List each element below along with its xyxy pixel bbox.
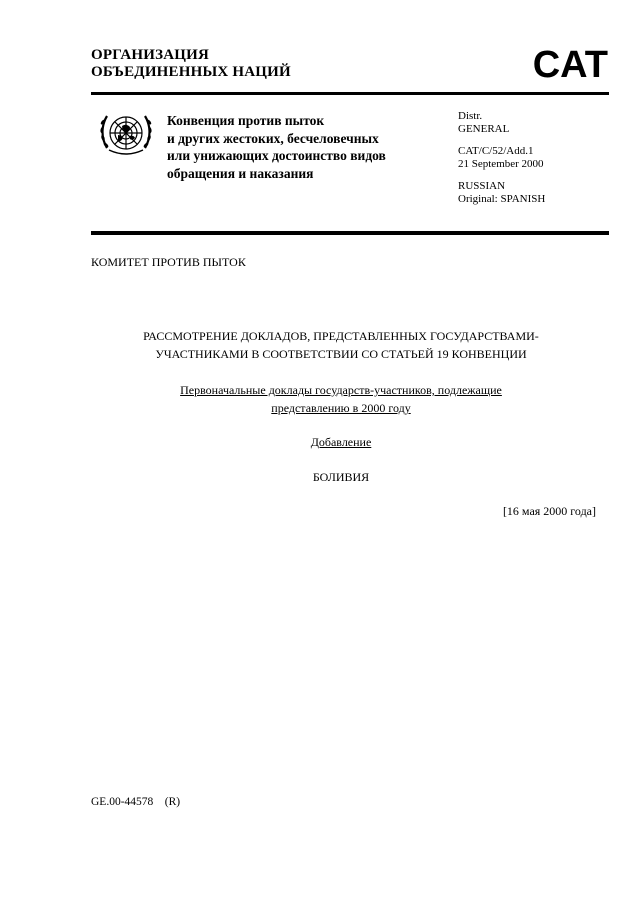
convention-title-line1: Конвенция против пыток bbox=[167, 113, 325, 128]
distr-general: GENERAL bbox=[458, 123, 510, 135]
header-rule-bottom bbox=[91, 231, 609, 235]
document-title-line2: УЧАСТНИКАМИ В СООТВЕТСТВИИ СО СТАТЬЕЙ 19 КОНВЕНЦИИ bbox=[155, 347, 527, 361]
convention-title-line3: или унижающих достоинство видов bbox=[167, 148, 386, 163]
document-title-line1: РАССМОТРЕНИЕ ДОКЛАДОВ, ПРЕДСТАВЛЕННЫХ ГОСУДАРСТВАМИ- bbox=[143, 329, 539, 343]
distribution-block bbox=[458, 110, 545, 206]
header-rule-top bbox=[91, 92, 609, 95]
document-symbol: CAT/C/52/Add.1 bbox=[458, 145, 534, 157]
original-language: Original: SPANISH bbox=[458, 193, 546, 205]
convention-title-line4: обращения и наказания bbox=[167, 165, 314, 181]
report-date: [16 мая 2000 года] bbox=[502, 504, 596, 518]
document-subtitle-line1: Первоначальные доклады государств-участников, подлежащие bbox=[180, 383, 502, 397]
country-name: БОЛИВИЯ bbox=[312, 470, 370, 484]
convention-title-line2: и других жестоких, бесчеловечных bbox=[167, 130, 379, 146]
convention-title bbox=[167, 112, 447, 182]
document-series-symbol: CAT bbox=[532, 44, 608, 86]
organization-name bbox=[91, 47, 291, 81]
committee-name: КОМИТЕТ ПРОТИВ ПЫТОК bbox=[91, 255, 246, 269]
un-emblem-icon bbox=[95, 108, 157, 162]
document-date: 21 September 2000 bbox=[458, 158, 544, 170]
organization-name-line2: ОБЪЕДИНЕННЫХ НАЦИЙ bbox=[91, 64, 291, 80]
footer-job-number: GE.00-44578 (R) bbox=[91, 796, 181, 808]
distr-label: Distr. bbox=[458, 110, 483, 122]
addendum-heading bbox=[91, 433, 591, 451]
addendum-label: Добавление bbox=[310, 435, 372, 449]
document-subtitle-line2: представлению в 2000 году bbox=[271, 401, 411, 415]
document-subtitle bbox=[91, 381, 591, 417]
document-title bbox=[91, 327, 591, 363]
document-language: RUSSIAN bbox=[458, 180, 506, 192]
organization-name-line1: ОРГАНИЗАЦИЯ bbox=[91, 47, 210, 63]
